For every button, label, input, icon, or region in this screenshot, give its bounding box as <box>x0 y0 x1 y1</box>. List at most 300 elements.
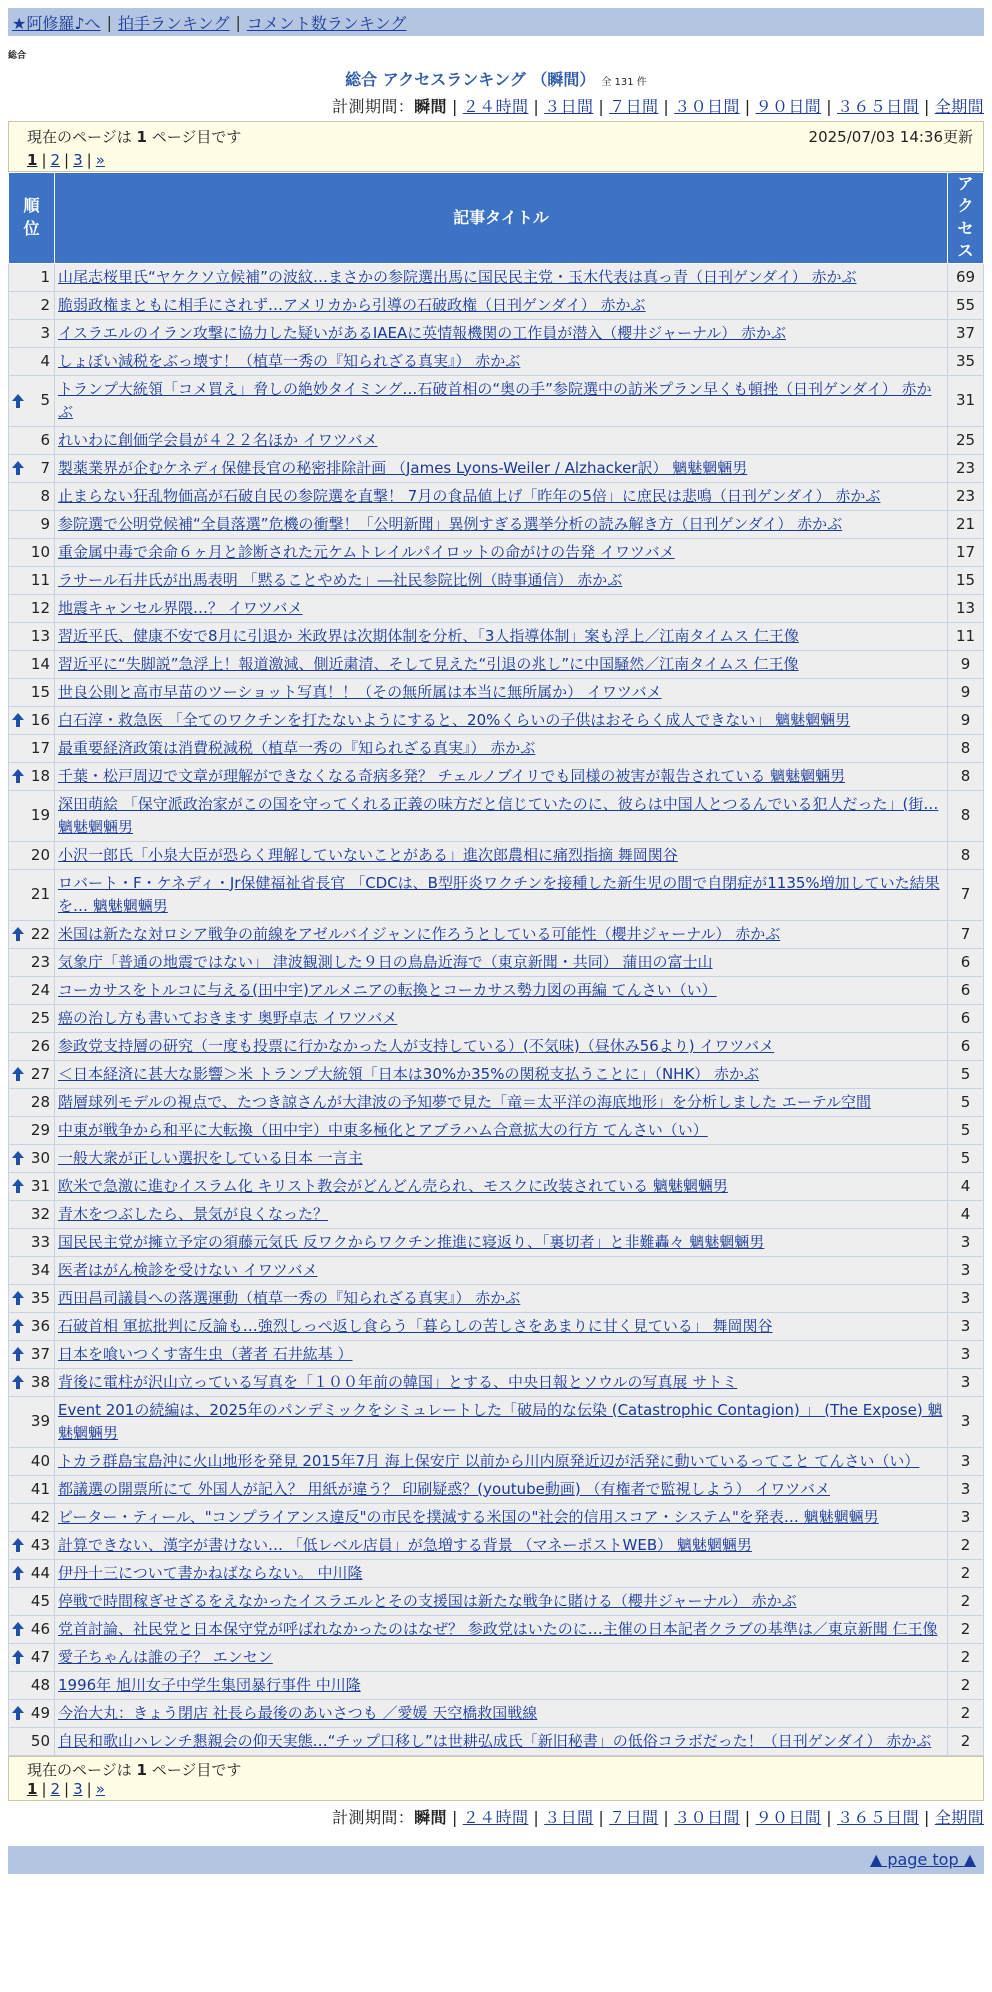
period-separator: | <box>744 1807 751 1827</box>
rank-cell <box>9 1004 55 1032</box>
rank-cell <box>9 622 55 650</box>
table-row <box>9 1088 984 1116</box>
table-row <box>9 1503 984 1531</box>
rank-cell <box>9 1144 55 1172</box>
rank-cell <box>9 291 55 319</box>
nav-home-link[interactable]: ★阿修羅♪へ <box>12 13 101 33</box>
title-cell <box>55 1144 948 1172</box>
title-cell <box>55 1727 948 1755</box>
access-count: 2 <box>948 1587 984 1615</box>
rank-up-arrow-icon <box>12 1566 24 1580</box>
title-cell <box>55 841 948 869</box>
article-link[interactable]: ピーター・ティール、"コンプライアンス違反"の市民を撲滅する米国の"社会的信用スコア・システム"を発表… 魑魅魍魎男 <box>58 1507 879 1526</box>
table-row <box>9 1587 984 1615</box>
pager-separator: | <box>64 1779 70 1798</box>
table-row <box>9 1368 984 1396</box>
rank-up-arrow-icon <box>12 394 24 408</box>
period-separator: | <box>533 1807 540 1827</box>
title-cell <box>55 1228 948 1256</box>
article-link[interactable]: 米国は新たな対ロシア戦争の前線をアゼルバイジャンに作ろうとしている可能性（櫻井ジャーナル） 赤かぶ <box>58 924 781 943</box>
rank-number: 47 <box>30 1647 50 1666</box>
rank-number: 23 <box>30 952 50 971</box>
rank-number: 5 <box>40 391 50 410</box>
article-link[interactable]: 参政党支持層の研究（一度も投票に行かなかった人が支持している）(不気味)（昼休み56より) イワツバメ <box>58 1036 775 1055</box>
article-link[interactable]: 欧米で急激に進むイスラム化 キリスト教会がどんどん売られ、モスクに改装されている 魑魅魍魎男 <box>58 1176 728 1195</box>
article-link[interactable]: 脆弱政権まともに相手にされず…アメリカから引導の石破政権（日刊ゲンダイ） 赤かぶ <box>58 295 646 314</box>
title-cell <box>55 538 948 566</box>
title-cell <box>55 510 948 538</box>
rank-number: 38 <box>30 1372 50 1391</box>
title-cell <box>55 1615 948 1643</box>
article-link[interactable]: 深田萌絵 「保守派政治家がこの国を守ってくれる正義の味方だと信じていたのに、彼らは中国人とつるんでいる犯人だった」(街… 魑魅魍魎男 <box>58 794 939 836</box>
article-link[interactable]: 階層球列モデルの視点で、たつき諒さんが大津波の予知夢で見た「竜＝太平洋の海底地形」を分析しました エーテル空間 <box>58 1092 871 1111</box>
table-row <box>9 1699 984 1727</box>
title-cell <box>55 869 948 920</box>
rank-number: 17 <box>30 738 50 757</box>
title-cell <box>55 319 948 347</box>
article-link[interactable]: 停戦で時間稼ぎせざるをえなかったイスラエルとその支援国は新たな戦争に賭ける（櫻井ジャーナル） 赤かぶ <box>58 1591 797 1610</box>
title-cell <box>55 1256 948 1284</box>
rank-number: 15 <box>30 682 50 701</box>
title-cell <box>55 291 948 319</box>
title-cell <box>55 1032 948 1060</box>
access-count: 37 <box>948 319 984 347</box>
access-count: 2 <box>948 1615 984 1643</box>
rank-number: 21 <box>30 885 50 904</box>
rank-number: 28 <box>30 1092 50 1111</box>
rank-number: 2 <box>40 295 50 314</box>
rank-up-arrow-icon <box>12 1319 24 1333</box>
article-link[interactable]: 山尾志桜里氏“ヤケクソ立候補”の波紋…まさかの参院選出馬に国民民主党・玉木代表は真っ青（日刊ゲンダイ） 赤かぶ <box>58 267 857 286</box>
table-row <box>9 1727 984 1755</box>
article-link[interactable]: イスラエルのイラン攻撃に協力した疑いがあるIAEAに英情報機関の工作員が潜入（櫻井ジャーナル） 赤かぶ <box>58 323 786 342</box>
access-count: 6 <box>948 976 984 1004</box>
period-link[interactable]: ３日間 <box>544 97 594 116</box>
title-cell <box>55 594 948 622</box>
rank-number: 30 <box>30 1148 50 1167</box>
table-row <box>9 291 984 319</box>
pager-link[interactable]: 2 <box>50 1779 61 1798</box>
column-header-access: アクセス <box>948 173 984 264</box>
table-row <box>9 263 984 291</box>
column-header-title: 記事タイトル <box>55 173 948 264</box>
pager-link[interactable]: 3 <box>73 151 83 169</box>
access-count: 23 <box>948 454 984 482</box>
rank-cell <box>9 1643 55 1671</box>
table-row <box>9 510 984 538</box>
access-count: 6 <box>948 948 984 976</box>
title-cell <box>55 1503 948 1531</box>
table-row <box>9 1172 984 1200</box>
access-count: 3 <box>948 1368 984 1396</box>
pager-link[interactable]: 2 <box>50 151 61 169</box>
article-link[interactable]: トランプ大統領「コメ買え」脅しの絶妙タイミング…石破首相の“奥の手”参院選中の訪米プラン早くも頓挫（日刊ゲンダイ） 赤かぶ <box>58 379 932 421</box>
table-row <box>9 1312 984 1340</box>
rank-number: 13 <box>30 626 50 645</box>
table-row <box>9 1475 984 1503</box>
rank-number: 45 <box>30 1591 50 1610</box>
rank-number: 12 <box>30 598 50 617</box>
rank-cell <box>9 1340 55 1368</box>
period-link[interactable]: 全期間 <box>934 97 984 116</box>
article-link[interactable]: ラサール石井氏が出馬表明 「黙ることやめた」―社民参院比例（時事通信） 赤かぶ <box>58 570 623 589</box>
period-link[interactable]: ９０日間 <box>755 1807 822 1827</box>
rank-cell <box>9 734 55 762</box>
rank-up-arrow-icon <box>12 1706 24 1720</box>
article-link[interactable]: 世良公則と高市早苗のツーショット写真！！（その無所属は本当に無所属か） イワツバメ <box>58 682 662 701</box>
table-row <box>9 1116 984 1144</box>
page-info-text: 現在のページは 1 ページ目です <box>27 128 242 146</box>
rank-up-arrow-icon <box>12 1538 24 1552</box>
rank-cell <box>9 1284 55 1312</box>
rank-number: 49 <box>30 1703 50 1722</box>
table-row <box>9 1284 984 1312</box>
access-count: 2 <box>948 1727 984 1755</box>
table-row <box>9 1256 984 1284</box>
period-separator: | <box>451 97 458 116</box>
title-cell <box>55 762 948 790</box>
rank-cell <box>9 426 55 454</box>
table-row <box>9 482 984 510</box>
access-count: 5 <box>948 1088 984 1116</box>
period-link[interactable]: ３日間 <box>544 1807 594 1827</box>
title-cell <box>55 976 948 1004</box>
ranking-header <box>0 67 992 90</box>
access-count: 11 <box>948 622 984 650</box>
rank-cell <box>9 263 55 291</box>
period-link[interactable]: 全期間 <box>934 1807 984 1827</box>
rank-number: 18 <box>30 766 50 785</box>
pager-link[interactable]: » <box>95 151 105 169</box>
access-count: 7 <box>948 869 984 920</box>
rank-number: 7 <box>40 458 50 477</box>
rank-number: 46 <box>30 1619 50 1638</box>
total-count: 全 131 件 <box>601 77 647 88</box>
article-link[interactable]: しょぼい減税をぶっ壊す！（植草一秀の『知られざる真実』） 赤かぶ <box>58 351 521 370</box>
article-link[interactable]: 習近平に“失脚説”急浮上！報道激減、側近粛清、そして見えた“引退の兆し”に中国騒然／江南タイムス 仁王像 <box>58 654 799 673</box>
table-row <box>9 1531 984 1559</box>
rank-cell <box>9 1531 55 1559</box>
article-link[interactable]: 止まらない狂乱物価高が石破自民の参院選を直撃！ 7月の食品値上げ「昨年の5倍」に庶民は悲鳴（日刊ゲンダイ） 赤かぶ <box>58 486 881 505</box>
title-cell <box>55 1475 948 1503</box>
rank-cell <box>9 1200 55 1228</box>
article-link[interactable]: 習近平氏、健康不安で8月に引退か 米政界は次期体制を分析、「3人指導体制」案も浮上／江南タイムス 仁王像 <box>58 626 799 645</box>
article-link[interactable]: れいわに創価学会員が４２２名ほか イワツバメ <box>58 430 378 449</box>
period-separator: | <box>663 1807 670 1827</box>
article-link[interactable]: 千葉・松戸周辺で文章が理解ができなくなる奇病多発？ チェルノブイリでも同様の被害が報告されている 魑魅魍魎男 <box>58 766 846 785</box>
table-row <box>9 920 984 948</box>
title-cell <box>55 1559 948 1587</box>
period-link[interactable]: ３０日間 <box>674 1807 740 1827</box>
article-link[interactable]: コーカサスをトルコに与える(田中宇)アルメニアの転換とコーカサス勢力図の再編 てんさい（い） <box>58 980 717 999</box>
title-cell <box>55 1004 948 1032</box>
article-link[interactable]: トカラ群島宝島沖に火山地形を発見 2015年7月 海上保安庁 以前から川内原発近辺が活発に動いているってこと てんさい（い） <box>58 1451 920 1470</box>
article-link[interactable]: 医者はがん検診を受けない イワツバメ <box>58 1260 318 1279</box>
title-cell <box>55 454 948 482</box>
title-cell <box>55 1200 948 1228</box>
nav-clap-ranking-link[interactable]: 拍手ランキング <box>117 13 230 33</box>
rank-up-arrow-icon <box>12 1179 24 1193</box>
pager-separator: | <box>41 1779 47 1798</box>
period-separator: | <box>598 97 605 116</box>
rank-number: 20 <box>30 845 50 864</box>
title-cell <box>55 1312 948 1340</box>
column-header-rank: 順位 <box>9 173 55 264</box>
rank-number: 14 <box>30 654 50 673</box>
period-separator: | <box>598 1807 605 1827</box>
title-cell <box>55 263 948 291</box>
table-row <box>9 1559 984 1587</box>
rank-cell <box>9 1116 55 1144</box>
access-count: 6 <box>948 1004 984 1032</box>
pagination <box>27 1780 973 1798</box>
rank-number: 42 <box>30 1507 50 1526</box>
table-row <box>9 1004 984 1032</box>
rank-number: 27 <box>30 1064 50 1083</box>
access-count: 3 <box>948 1475 984 1503</box>
access-count: 8 <box>948 841 984 869</box>
rank-up-arrow-icon <box>12 713 24 727</box>
period-separator: | <box>744 97 751 116</box>
rank-cell <box>9 510 55 538</box>
rank-cell <box>9 319 55 347</box>
title-cell <box>55 678 948 706</box>
access-count: 2 <box>948 1531 984 1559</box>
period-current: 瞬間 <box>414 1807 447 1827</box>
access-count: 3 <box>948 1447 984 1475</box>
article-link[interactable]: 製薬業界が企むケネディ保健長官の秘密排除計画 （James Lyons-Weiler / Alzhacker訳） 魑魅魍魎男 <box>58 458 748 477</box>
title-cell <box>55 1340 948 1368</box>
article-link[interactable]: 気象庁「普通の地震ではない」 津波観測した９日の鳥島近海で（東京新聞・共同） 蒲田の富士山 <box>58 952 713 971</box>
nav-comment-ranking-link[interactable]: コメント数ランキング <box>246 13 407 33</box>
article-link[interactable]: ＜日本経済に甚大な影響＞米 トランプ大統領「日本は30%か35%の関税支払うことに」（NHK） 赤かぶ <box>58 1064 760 1083</box>
table-row <box>9 1144 984 1172</box>
rank-cell <box>9 650 55 678</box>
top-nav-bar <box>8 8 984 36</box>
article-link[interactable]: Event 201の続編は、2025年のパンデミックをシミュレートした「破局的な伝染 (Catastrophic Contagion) 」 (The Expose) 魑魅魍魎男 <box>58 1400 943 1442</box>
period-separator: | <box>924 97 930 116</box>
rank-cell <box>9 841 55 869</box>
period-link[interactable]: ３６５日間 <box>836 97 919 116</box>
period-link[interactable]: ９０日間 <box>755 97 822 116</box>
rank-cell <box>9 869 55 920</box>
article-link[interactable]: 都議選の開票所にて 外国人が記入？ 用紙が違う？ 印刷疑惑？(youtube動画) （有権者で監視しよう） イワツバメ <box>58 1479 830 1498</box>
rank-cell <box>9 1396 55 1447</box>
article-link[interactable]: 白石淳・救急医 「全てのワクチンを打たないようにすると、20%くらいの子供はおそらく成人できない」 魑魅魍魎男 <box>58 710 851 729</box>
rank-number: 19 <box>30 806 50 825</box>
table-row <box>9 1615 984 1643</box>
rank-number: 16 <box>30 710 50 729</box>
rank-number: 1 <box>40 267 50 286</box>
pager-separator: | <box>41 151 47 169</box>
access-count: 3 <box>948 1284 984 1312</box>
rank-cell <box>9 594 55 622</box>
pager-separator: | <box>86 1779 92 1798</box>
period-link[interactable]: ３０日間 <box>674 97 740 116</box>
pager-separator: | <box>64 151 70 169</box>
access-count: 9 <box>948 706 984 734</box>
article-link[interactable]: 今治大丸：きょう閉店 社長ら最後のあいさつも ／愛媛 天空橋救国戦線 <box>58 1703 538 1722</box>
page-top-link[interactable]: ▲ page top ▲ <box>869 1850 976 1870</box>
access-count: 7 <box>948 920 984 948</box>
title-cell <box>55 1088 948 1116</box>
rank-number: 43 <box>30 1535 50 1554</box>
rank-cell <box>9 1699 55 1727</box>
table-row <box>9 1671 984 1699</box>
table-row <box>9 976 984 1004</box>
rank-cell <box>9 1088 55 1116</box>
table-row <box>9 650 984 678</box>
article-link[interactable]: 1996年 旭川女子中学生集団暴行事件 中川隆 <box>58 1675 361 1694</box>
access-count: 9 <box>948 678 984 706</box>
period-separator: | <box>826 1807 832 1827</box>
page-info-text: 現在のページは 1 ページ目です <box>27 1760 242 1779</box>
access-count: 3 <box>948 1256 984 1284</box>
article-link[interactable]: 中東が戦争から和平に大転換（田中宇）中東多極化とアブラハム合意拡大の行方 てんさい（い） <box>58 1120 708 1139</box>
period-link[interactable]: ７日間 <box>609 97 659 116</box>
rank-cell <box>9 1615 55 1643</box>
period-link[interactable]: ７日間 <box>609 1807 659 1827</box>
rank-number: 32 <box>30 1204 50 1223</box>
rank-cell <box>9 375 55 426</box>
title-cell <box>55 1284 948 1312</box>
access-count: 2 <box>948 1671 984 1699</box>
article-link[interactable]: 石破首相 軍拡批判に反論も…強烈しっぺ返し食らう「暮らしの苦しさをあまりに甘く見ている」 舞岡関谷 <box>58 1316 773 1335</box>
article-link[interactable]: 計算できない、漢字が書けない… 「低レベル店員」が急増する背景 （マネーポストWEB） 魑魅魍魎男 <box>58 1535 752 1554</box>
article-link[interactable]: ロバート・F・ケネディ・Jr保健福祉省長官 「CDCは、B型肝炎ワクチンを接種した新生児の間で自閉症が1135%増加していた結果を… 魑魅魍魎男 <box>58 873 940 915</box>
article-link[interactable]: 自民和歌山ハレンチ懇親会の仰天実態…“チップ口移し”は世耕弘成氏「新旧秘書」の低俗コラボだった！（日刊ゲンダイ） 赤かぶ <box>58 1731 932 1750</box>
period-separator: | <box>826 97 832 116</box>
access-count: 8 <box>948 790 984 841</box>
access-count: 2 <box>948 1699 984 1727</box>
title-cell <box>55 734 948 762</box>
access-count: 35 <box>948 347 984 375</box>
pager-separator: | <box>86 151 92 169</box>
nav-separator: | <box>235 12 241 32</box>
article-link[interactable]: 参院選で公明党候補“全員落選”危機の衝撃！「公明新聞」異例すぎる選挙分析の読み解き方（日刊ゲンダイ） 赤かぶ <box>58 514 843 533</box>
rank-number: 22 <box>30 924 50 943</box>
rank-cell <box>9 1256 55 1284</box>
rank-cell <box>9 1559 55 1587</box>
rank-cell <box>9 948 55 976</box>
access-count: 2 <box>948 1559 984 1587</box>
period-selector <box>0 94 984 117</box>
footer-bar <box>8 1846 984 1874</box>
article-link[interactable]: 癌の治し方も書いておきます 奥野卓志 イワツバメ <box>58 1008 398 1027</box>
article-link[interactable]: 小沢一郎氏「小泉大臣が恐らく理解していないことがある」進次郎農相に痛烈指摘 舞岡関谷 <box>58 845 678 864</box>
article-link[interactable]: 西田昌司議員への落選運動（植草一秀の『知られざる真実』） 赤かぶ <box>58 1288 521 1307</box>
article-link[interactable]: 最重要経済政策は消費税減税（植草一秀の『知られざる真実』） 赤かぶ <box>58 738 536 757</box>
period-separator: | <box>924 1807 930 1827</box>
article-link[interactable]: 伊丹十三について書かねばならない。 中川隆 <box>58 1563 363 1582</box>
access-count: 5 <box>948 1060 984 1088</box>
table-row <box>9 790 984 841</box>
table-row <box>9 1200 984 1228</box>
title-cell <box>55 1396 948 1447</box>
nav-separator: | <box>106 12 112 32</box>
table-row <box>9 841 984 869</box>
access-count: 3 <box>948 1503 984 1531</box>
rank-number: 40 <box>30 1451 50 1470</box>
title-cell <box>55 426 948 454</box>
rank-number: 44 <box>30 1563 50 1582</box>
access-count: 15 <box>948 566 984 594</box>
access-count: 8 <box>948 762 984 790</box>
table-row <box>9 375 984 426</box>
article-link[interactable]: 愛子ちゃんは誰の子？ エンセン <box>58 1647 273 1666</box>
rank-number: 31 <box>30 1176 50 1195</box>
title-cell <box>55 566 948 594</box>
table-row <box>9 706 984 734</box>
table-row <box>9 1396 984 1447</box>
title-cell <box>55 650 948 678</box>
rank-up-arrow-icon <box>12 1151 24 1165</box>
rank-number: 11 <box>30 570 50 589</box>
rank-cell <box>9 706 55 734</box>
pager-link[interactable]: » <box>95 1779 105 1798</box>
title-cell <box>55 706 948 734</box>
title-cell <box>55 347 948 375</box>
pager-current-page: 1 <box>27 1779 38 1798</box>
pager-link[interactable]: 3 <box>73 1779 83 1798</box>
ranking-body <box>9 263 984 1755</box>
rank-number: 24 <box>30 980 50 999</box>
article-link[interactable]: 背後に電柱が沢山立っている写真を「１００年前の韓国」とする、中央日報とソウルの写真展 サトミ <box>58 1372 738 1391</box>
article-link[interactable]: 一般大衆が正しい選択をしている日本 一言主 <box>58 1148 363 1167</box>
title-cell <box>55 1447 948 1475</box>
article-link[interactable]: 党首討論、社民党と日本保守党が呼ばれなかったのはなぜ？ 参政党はいたのに…主催の日本記者クラブの基準は／東京新聞 仁王像 <box>58 1619 938 1638</box>
access-count: 6 <box>948 1032 984 1060</box>
ranking-table <box>8 172 984 1756</box>
table-row <box>9 1060 984 1088</box>
rank-cell <box>9 1060 55 1088</box>
rank-number: 29 <box>30 1120 50 1139</box>
access-count: 4 <box>948 1172 984 1200</box>
period-label: 計測期間： <box>332 1807 415 1827</box>
period-link[interactable]: ２４時間 <box>462 97 529 116</box>
access-count: 13 <box>948 594 984 622</box>
table-row <box>9 1228 984 1256</box>
rank-cell <box>9 1032 55 1060</box>
article-link[interactable]: 日本を喰いつくす寄生虫（著者 石井紘基 ） <box>58 1344 353 1363</box>
rank-number: 3 <box>40 323 50 342</box>
title-cell <box>55 1060 948 1088</box>
table-row <box>9 1340 984 1368</box>
table-row <box>9 622 984 650</box>
period-link[interactable]: ２４時間 <box>462 1807 529 1827</box>
rank-cell <box>9 1587 55 1615</box>
access-count: 55 <box>948 291 984 319</box>
access-count: 3 <box>948 1340 984 1368</box>
updated-timestamp: 2025/07/03 14:36更新 <box>808 128 973 146</box>
article-link[interactable]: 重金属中毒で余命６ヶ月と診断された元ケムトレイルパイロットの命がけの告発 イワツバメ <box>58 542 675 561</box>
article-link[interactable]: 地震キャンセル界隈…？ イワツバメ <box>58 598 303 617</box>
access-count: 8 <box>948 734 984 762</box>
rank-cell <box>9 538 55 566</box>
rank-cell <box>9 1368 55 1396</box>
title-cell <box>55 1671 948 1699</box>
article-link[interactable]: 青木をつぶしたら、景気が良くなった？ <box>58 1204 329 1223</box>
period-link[interactable]: ３６５日間 <box>836 1807 919 1827</box>
period-separator: | <box>663 97 670 116</box>
rank-number: 6 <box>40 430 50 449</box>
rank-cell <box>9 482 55 510</box>
article-link[interactable]: 国民民主党が擁立予定の須藤元気氏 反ワクからワクチン推進に寝返り、「裏切者」と非難轟々 魑魅魍魎男 <box>58 1232 765 1251</box>
table-row <box>9 678 984 706</box>
access-count: 25 <box>948 426 984 454</box>
table-row <box>9 538 984 566</box>
title-cell <box>55 1699 948 1727</box>
